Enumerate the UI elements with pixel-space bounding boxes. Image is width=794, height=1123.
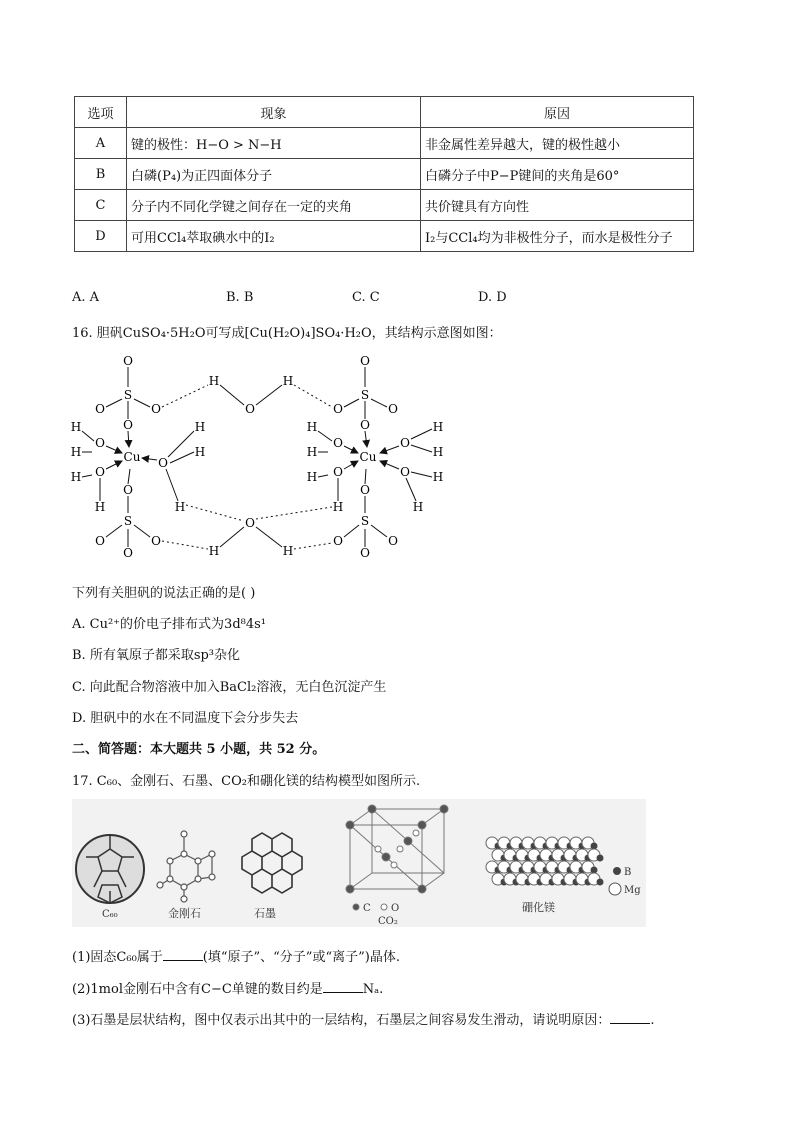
hydrogen-bond	[162, 541, 208, 549]
q17-sub3	[72, 1009, 655, 1028]
graphite-model	[242, 833, 302, 920]
label-co2: CO₂	[378, 916, 398, 927]
covalent-bond	[256, 385, 282, 405]
magnesium-boride-model	[486, 837, 604, 886]
covalent-bond	[106, 399, 122, 407]
table-header: 选项	[75, 97, 127, 128]
answer-blank[interactable]	[163, 948, 203, 961]
table-cell: C	[75, 190, 127, 221]
coordinate-bond	[380, 461, 399, 469]
table-header: 原因	[421, 97, 694, 128]
atom-label: O	[333, 465, 343, 479]
answer-blank[interactable]	[610, 1011, 650, 1024]
coordinate-bond	[128, 431, 129, 447]
answer-blank[interactable]	[323, 980, 363, 993]
table-cell: 可用CCl₄萃取碘水中的I₂	[127, 221, 421, 252]
q16-choice-c: C. 向此配合物溶液中加入BaCl₂溶液，无白色沉淀产生	[72, 680, 387, 695]
covalent-bond	[82, 475, 92, 477]
q17-sub2	[72, 978, 383, 997]
label-o: O	[391, 903, 400, 914]
atom-label: O	[151, 402, 161, 416]
q17-sub3-text-a: (3)石墨是层状结构，图中仅表示出其中的一层结构，石墨层之间容易发生滑动，请说明原因：	[72, 1013, 611, 1028]
atom-label: H	[432, 445, 444, 459]
atom-label: H	[194, 445, 206, 459]
label-c60: C₆₀	[102, 909, 118, 920]
hydrogen-bond	[294, 543, 332, 549]
q17-sub1	[72, 946, 400, 965]
covalent-bond	[365, 469, 366, 484]
co2-model	[346, 805, 448, 927]
covalent-bond	[166, 469, 178, 501]
q16-choice-a: A. Cu²⁺的价电子排布式为3d⁸4s¹	[72, 617, 267, 632]
table-row	[75, 128, 694, 159]
covalent-bond	[371, 525, 387, 537]
table-cell: 白磷(P₄)为正四面体分子	[127, 159, 421, 190]
covalent-bond	[220, 385, 244, 405]
atom-label: O	[333, 436, 343, 450]
atom-label: H	[282, 544, 294, 558]
covalent-bond	[406, 478, 416, 501]
q17-sub1-text-b: (填“原子”、“分子”或“离子”)晶体.	[202, 950, 400, 965]
atom-label: H	[306, 420, 318, 434]
label-b: B	[624, 867, 632, 878]
atom-label: H	[94, 500, 106, 514]
atom-label: Cu	[123, 450, 141, 464]
atom-label: O	[360, 483, 370, 497]
atom-label: O	[360, 418, 370, 432]
covalent-bond	[411, 429, 432, 439]
table-row	[75, 190, 694, 221]
c60-model	[76, 835, 144, 920]
atom-label: H	[70, 445, 82, 459]
table-cell: 分子内不同化学键之间存在一定的夹角	[127, 190, 421, 221]
options-table	[74, 96, 694, 252]
atom-label: H	[306, 445, 318, 459]
atom-label: O	[333, 534, 343, 548]
q16-stem: 16. 胆矾CuSO₄·5H₂O可写成[Cu(H₂O)₄]SO₄·H₂O，其结构示意图如图：	[72, 326, 502, 341]
atom-label: O	[123, 354, 133, 368]
atom-label: H	[432, 470, 444, 484]
covalent-bond	[411, 472, 432, 477]
b-atom	[597, 879, 604, 886]
coordinate-bond	[344, 446, 358, 453]
atom-label: O	[95, 534, 105, 548]
q17-stem: 17. C₆₀、金刚石、石墨、CO₂和硼化镁的结构模型如图所示.	[72, 774, 421, 789]
hydrogen-bond	[256, 507, 332, 519]
atom-label: O	[123, 418, 133, 432]
atom-label: H	[174, 500, 186, 514]
atom-label: H	[208, 374, 220, 388]
atom-label: O	[95, 465, 105, 479]
atom-label: S	[123, 388, 133, 402]
atom-label: O	[333, 402, 343, 416]
table-cell: 白磷分子中P−P键间的夹角是60°	[421, 159, 694, 190]
atom-label: O	[360, 546, 370, 560]
atom-label: S	[123, 514, 133, 528]
q16-choice-d: D. 胆矾中的水在不同温度下会分步失去	[72, 711, 299, 726]
atom-label: O	[245, 402, 255, 416]
table-row	[75, 159, 694, 190]
label-graphite: 石墨	[254, 907, 276, 920]
atom-label: H	[70, 420, 82, 434]
atom-label: O	[245, 516, 255, 530]
q16-choice-b: B. 所有氧原子都采取sp³杂化	[72, 648, 241, 663]
atom-label: H	[306, 470, 318, 484]
label-c: C	[363, 903, 371, 914]
hydrogen-bond	[186, 505, 244, 521]
q15-choice-d: D. D	[478, 290, 507, 305]
covalent-bond	[256, 527, 282, 547]
q17-sub1-text-a: (1)固态C₆₀属于	[72, 950, 163, 965]
atom-label: H	[432, 420, 444, 434]
label-diamond: 金刚石	[168, 907, 201, 920]
table-cell: I₂与CCl₄均为非极性分子，而水是极性分子	[421, 221, 694, 252]
atom-label: O	[388, 534, 398, 548]
section-heading: 二、简答题：本大题共 5 小题，共 52 分。	[72, 742, 326, 757]
q15-choice-c: C. C	[352, 290, 380, 305]
b-atom	[591, 867, 598, 874]
atom-label: Cu	[359, 450, 377, 464]
atom-label: H	[208, 544, 220, 558]
q16-question: 下列有关胆矾的说法正确的是( )	[72, 586, 256, 601]
atom-label: H	[412, 500, 424, 514]
table-cell: B	[75, 159, 127, 190]
table-cell: 共价键具有方向性	[421, 190, 694, 221]
table-cell: A	[75, 128, 127, 159]
q17-sub2-text-b: Nₐ.	[362, 982, 384, 997]
q17-sub3-text-b: .	[650, 1013, 655, 1028]
covalent-bond	[318, 475, 328, 477]
coordinate-bond	[106, 461, 122, 469]
q17-sub2-text-a: (2)1mol金刚石中含有C−C单键的数目约是	[72, 982, 323, 997]
covalent-bond	[344, 525, 359, 537]
covalent-bond	[128, 469, 130, 484]
table-row	[75, 221, 694, 252]
covalent-bond	[134, 525, 150, 537]
covalent-bond	[170, 452, 194, 463]
table-cell: 键的极性：H−O > N−H	[127, 128, 421, 159]
covalent-bond	[134, 399, 150, 407]
coordinate-bond	[380, 446, 399, 453]
label-mgb2: 硼化镁	[522, 901, 555, 914]
copper-sulfate-structure-diagram	[60, 345, 444, 570]
atom-label: O	[123, 483, 133, 497]
diamond-model	[157, 831, 215, 920]
q15-choice-a: A. A	[72, 290, 100, 305]
q15-choice-b: B. B	[226, 290, 254, 305]
hydrogen-bond	[294, 385, 332, 407]
atom-label: S	[360, 388, 370, 402]
table-header: 现象	[127, 97, 421, 128]
covalent-bond	[106, 525, 122, 537]
coordinate-bond	[365, 431, 367, 447]
coordinate-bond	[142, 458, 157, 460]
covalent-bond	[318, 431, 332, 441]
atom-label: O	[151, 534, 161, 548]
covalent-bond	[220, 527, 244, 547]
b-atom	[591, 843, 598, 850]
covalent-bond	[411, 445, 432, 452]
table-cell: 非金属性差异越大，键的极性越小	[421, 128, 694, 159]
covalent-bond	[82, 431, 94, 441]
table-cell: D	[75, 221, 127, 252]
b-atom	[597, 855, 604, 862]
atom-label: O	[158, 456, 168, 470]
hydrogen-bond	[162, 385, 208, 407]
table-header-row	[75, 97, 694, 128]
coordinate-bond	[106, 446, 122, 453]
atom-label: H	[332, 500, 344, 514]
coordinate-bond	[344, 461, 358, 469]
atom-label: H	[70, 470, 82, 484]
covalent-bond	[344, 399, 359, 407]
atom-label: O	[360, 354, 370, 368]
atom-label: O	[95, 402, 105, 416]
atom-label: O	[400, 436, 410, 450]
atom-label: O	[400, 465, 410, 479]
covalent-bond	[168, 431, 194, 457]
atom-label: O	[95, 436, 105, 450]
crystal-structures-figure	[72, 799, 646, 927]
covalent-bond	[371, 399, 387, 407]
atom-label: O	[123, 546, 133, 560]
atom-label: H	[194, 420, 206, 434]
atom-label: S	[360, 514, 370, 528]
label-mg: Mg	[624, 885, 641, 896]
atom-label: O	[388, 402, 398, 416]
atom-label: H	[282, 374, 294, 388]
